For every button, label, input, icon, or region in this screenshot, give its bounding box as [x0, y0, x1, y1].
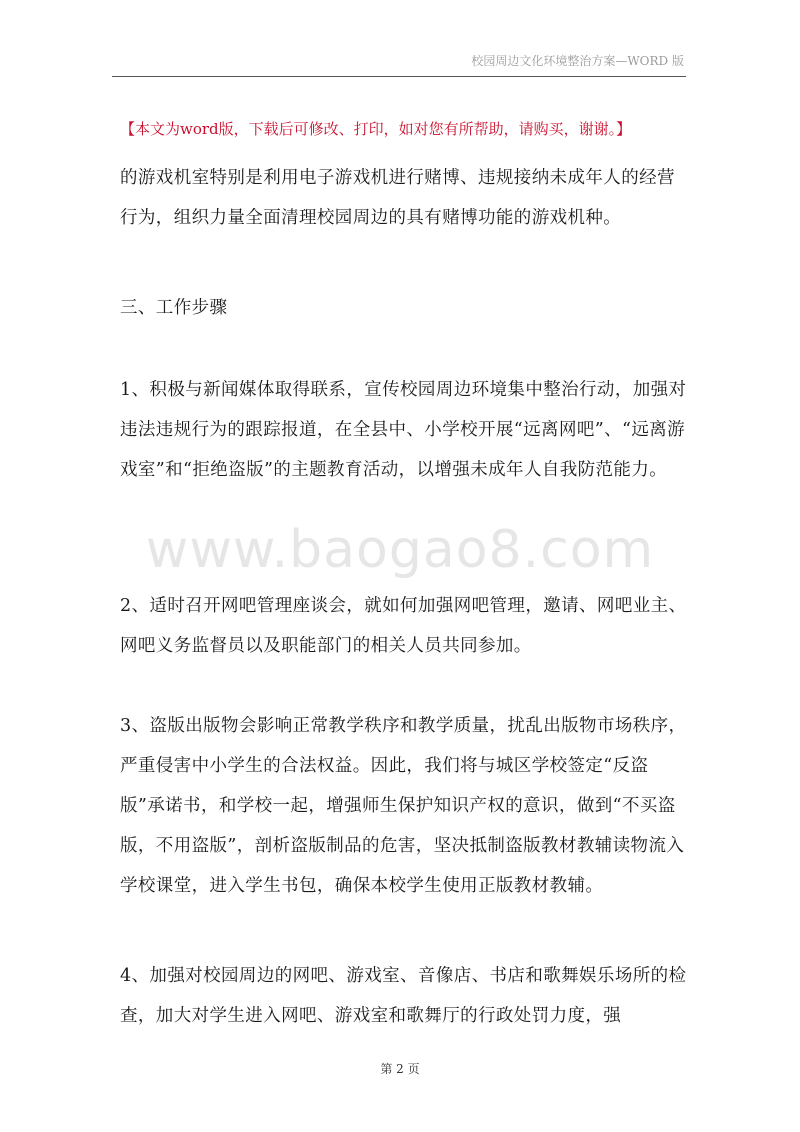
paragraph-step-3: 3、盗版出版物会影响正常教学秩序和教学质量，扰乱出版物市场秩序，严重侵害中小学生的合法权益。因此，我们将与城区学校签定“反盗版”承诺书，和学校一起，增强师生保护知识产权的意识，做到“不买盗版，不用盗版”，剖析盗版制品的危害，坚决抵制盗版教材教辅读物流入学校课堂，进入学生书包，确保本校学生使用正版教材教辅。	[120, 716, 687, 896]
watermark: www.baogao8.com	[145, 520, 655, 580]
paragraph-step-1: 1、积极与新闻媒体取得联系，宣传校园周边环境集中整治行动，加强对违法违规行为的跟踪报道，在全县中、小学校开展“远离网吧”、“远离游戏室”和“拒绝盗版”的主题教育活动，以增强未成年人自我防范能力。	[120, 380, 687, 480]
paragraph-step-2: 2、适时召开网吧管理座谈会，就如何加强网吧管理，邀请、网吧业主、网吧义务监督员以及职能部门的相关人员共同参加。	[120, 596, 687, 656]
paragraph-continuation: 的游戏机室特别是利用电子游戏机进行赌博、违规接纳未成年人的经营行为，组织力量全面清理校园周边的具有赌博功能的游戏机种。	[120, 168, 675, 228]
download-notice: 【本文为word版，下载后可修改、打印，如对您有所帮助，请购买，谢谢。】	[120, 120, 632, 138]
page-number: 第 2 页	[380, 1062, 420, 1076]
paragraph-step-4: 4、加强对校园周边的网吧、游戏室、音像店、书店和歌舞娱乐场所的检查，加大对学生进入网吧、游戏室和歌舞厅的行政处罚力度，强	[120, 966, 687, 1026]
section-heading: 三、工作步骤	[120, 298, 228, 318]
header-title: 校园周边文化环境整治方案—WORD 版	[471, 54, 684, 68]
page-header	[112, 50, 686, 77]
